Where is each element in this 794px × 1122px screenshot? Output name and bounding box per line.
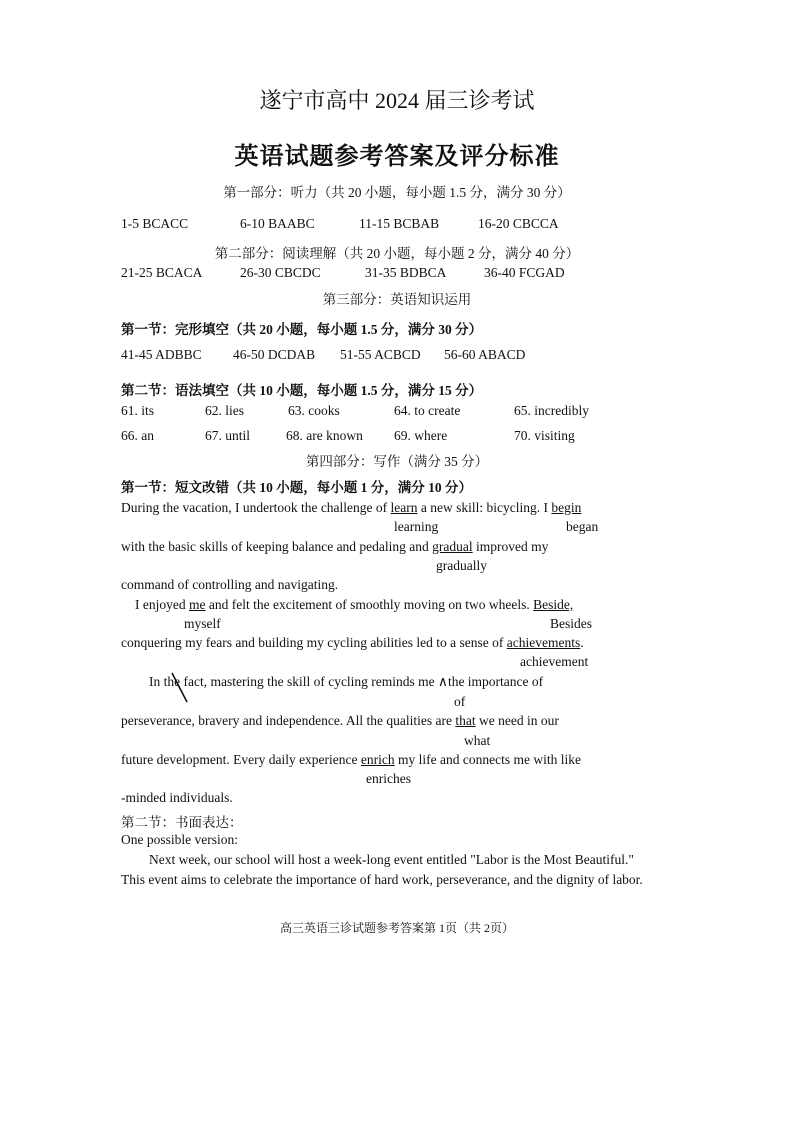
grammar-answer: 70. visiting [514,428,575,443]
grammar-answer: 63. cooks [288,403,340,418]
grammar-answer: 69. where [394,428,448,443]
answer-group: 26-30 CBCDC [240,265,321,280]
correction: what [464,733,491,748]
essay-line: This event aims to celebrate the importance of hard work, perseverance, and the dignity of labor. [121,872,643,887]
correction: Besides [550,616,592,631]
grammar-answer: 61. its [121,403,155,418]
passage-line: During the vacation, I undertook the challenge of learn a new skill: bicycling. I begin [121,500,582,515]
error-correction-heading: 第一节：短文改错（共 10 小题，每小题 1 分，满分 10 分） [121,480,472,495]
correction: myself [184,616,221,631]
error-word: learn [390,500,418,515]
grammar-answer: 67. until [205,428,251,443]
error-word: begin [551,500,582,515]
answer-group: 11-15 BCBAB [359,216,440,231]
passage-line: I enjoyed me and felt the excitement of smoothly moving on two wheels. Beside, [135,597,574,612]
answer-group: 36-40 FCGAD [484,265,565,280]
answer-group: 51-55 ACBCD [340,347,421,362]
grammar-answer: 66. an [121,428,154,443]
version-label: One possible version: [121,832,238,847]
passage-line: future development. Every daily experience enrich my life and connects me with like [121,752,581,767]
answer-group: 6-10 BAABC [240,216,315,231]
error-word: achievements [506,635,581,650]
answer-group: 21-25 BCACA [121,265,203,280]
insert-caret: ∧ [438,674,448,689]
answer-group: 1-5 BCACC [121,216,189,231]
error-word: me [188,597,206,612]
part1-heading: 第一部分：听力（共 20 小题，每小题 1.5 分，满分 30 分） [223,185,571,200]
correction: learning [394,519,439,534]
correction: began [566,519,599,534]
error-word: Beside, [533,597,574,612]
page-footer: 高三英语三诊试题参考答案第 1页（共 2页） [279,921,514,935]
cloze-heading: 第一节：完形填空（共 20 小题，每小题 1.5 分，满分 30 分） [121,322,483,337]
answer-group: 16-20 CBCCA [478,216,559,231]
grammar-answer: 65. incredibly [514,403,589,418]
grammar-answer: 62. lies [205,403,244,418]
grammar-answer: 64. to create [394,403,461,418]
passage-line: conquering my fears and building my cycling abilities led to a sense of achievements. [121,635,584,650]
page-title: 英语试题参考答案及评分标准 [234,144,560,170]
answer-group: 56-60 ABACD [444,347,526,362]
part4-heading: 第四部分：写作（满分 35 分） [305,454,489,469]
exam-title: 遂宁市高中 2024 届三诊考试 [259,88,535,113]
part2-heading: 第二部分：阅读理解（共 20 小题，每小题 2 分，满分 40 分） [214,246,580,261]
passage-line: -minded individuals. [121,790,233,805]
answer-group: 31-35 BDBCA [365,265,447,280]
correction: gradually [436,558,487,573]
grammar-answer: 68. are known [286,428,363,443]
answer-group: 46-50 DCDAB [233,347,316,362]
deletion-slash [168,670,192,706]
passage-line: command of controlling and navigating. [121,577,339,592]
passage-line: perseverance, bravery and independence. All the qualities are that we need in our [121,713,559,728]
correction: achievement [520,654,589,669]
part3-heading: 第三部分：英语知识运用 [322,292,472,307]
correction: of [454,694,466,709]
passage-line: In the fact, mastering the skill of cycling reminds me ∧the importance of [149,674,544,689]
writing-heading: 第二节：书面表达： [121,815,243,830]
error-word: gradual [432,539,473,554]
error-word: enrich [360,752,395,767]
answer-group: 41-45 ADBBC [121,347,202,362]
essay-line: Next week, our school will host a week-long event entitled "Labor is the Most Beautiful." [149,852,634,867]
correction: enriches [366,771,411,786]
error-word: that [455,713,476,728]
grammar-fill-heading: 第二节：语法填空（共 10 小题，每小题 1.5 分，满分 15 分） [121,383,483,398]
passage-line: with the basic skills of keeping balance and pedaling and gradual improved my [121,539,549,554]
